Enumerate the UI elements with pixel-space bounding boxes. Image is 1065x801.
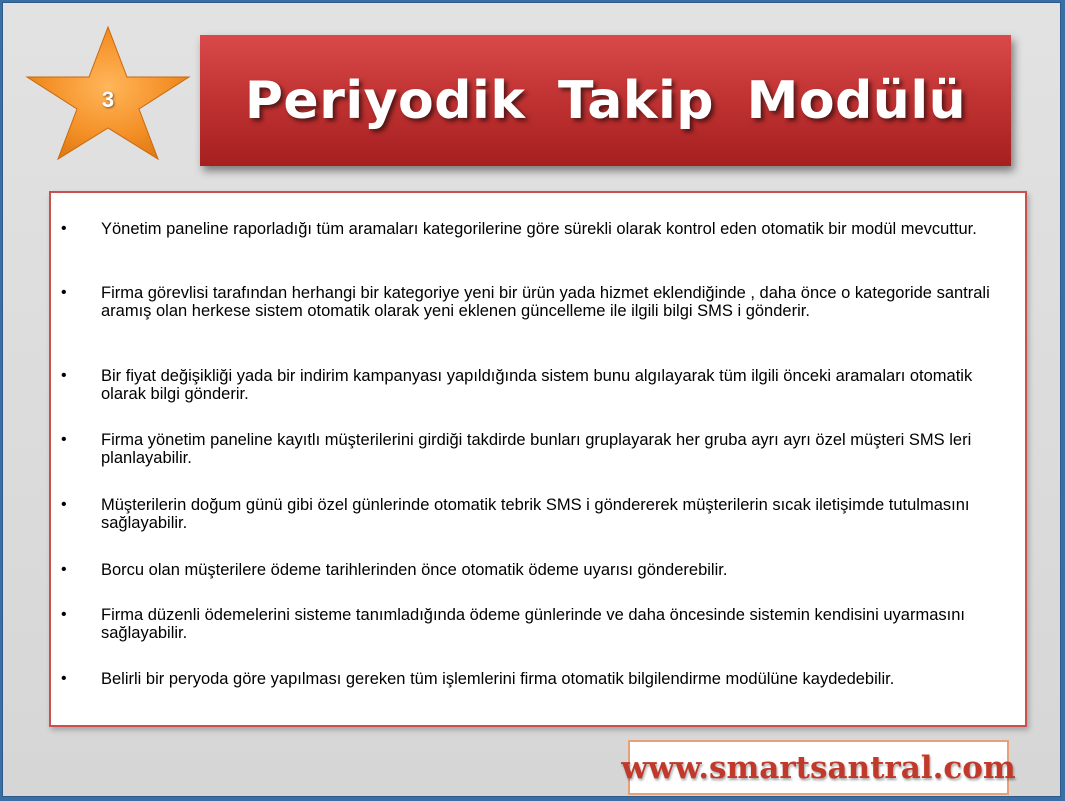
- badge: [25, 25, 191, 161]
- bullet-text: Yönetim paneline raporladığı tüm aramaları kategorilerine göre sürekli olarak kontrol eden otomatik bir modül mevcuttur.: [101, 220, 977, 238]
- bullet-text: Belirli bir peryoda göre yapılması gereken tüm işlemlerini firma otomatik bilgilendirme modülüne kaydedebilir.: [101, 670, 895, 688]
- bullet-text: Borcu olan müşterilere ödeme tarihlerinden önce otomatik ödeme uyarısı gönderebilir.: [101, 561, 728, 579]
- bullet-icon: •: [61, 431, 67, 448]
- bullet-text: Firma yönetim paneline kayıtlı müşterilerini girdiği takdirde bunları gruplayarak her gruba ayrı ayrı özel müşteri SMS leri planlayabilir.: [101, 431, 972, 467]
- bullet-icon: •: [61, 670, 67, 687]
- bullet-icon: •: [61, 284, 67, 301]
- slide: [2, 2, 1061, 797]
- website-link[interactable]: www.smartsantral.com: [621, 749, 1016, 786]
- bullet-icon: •: [61, 561, 67, 578]
- badge-number: 3: [101, 87, 115, 112]
- content-box: [49, 191, 1027, 727]
- bullet-icon: •: [61, 367, 67, 384]
- bullet-text: Müşterilerin doğum günü gibi özel günlerinde otomatik tebrik SMS i göndererek müşterilerin sıcak iletişimde tutulmasını sağlayabilir.: [101, 496, 970, 532]
- bullet-text: Firma görevlisi tarafından herhangi bir kategoriye yeni bir ürün yada hizmet eklendiğinde , daha önce o kategoride santrali aramış olan herkese sistem otomatik olarak yeni eklenen güncelleme ile ilgili bilgi SMS i gönderir.: [101, 284, 990, 320]
- page-title: Periyodik Takip Modülü: [244, 70, 967, 131]
- bullet-icon: •: [61, 606, 67, 623]
- bullet-icon: •: [61, 220, 67, 237]
- bullet-text: Firma düzenli ödemelerini sisteme tanımladığında ödeme günlerinde ve daha öncesinde sistemin kendisini uyarmasını sağlayabilir.: [101, 606, 965, 642]
- bullet-text: Bir fiyat değişikliği yada bir indirim kampanyası yapıldığında sistem bunu algılayarak tüm ilgili önceki aramaları otomatik olarak bilgi gönderir.: [101, 367, 973, 403]
- bullet-icon: •: [61, 496, 67, 513]
- title-banner: [200, 35, 1011, 166]
- website-banner[interactable]: [621, 740, 1016, 795]
